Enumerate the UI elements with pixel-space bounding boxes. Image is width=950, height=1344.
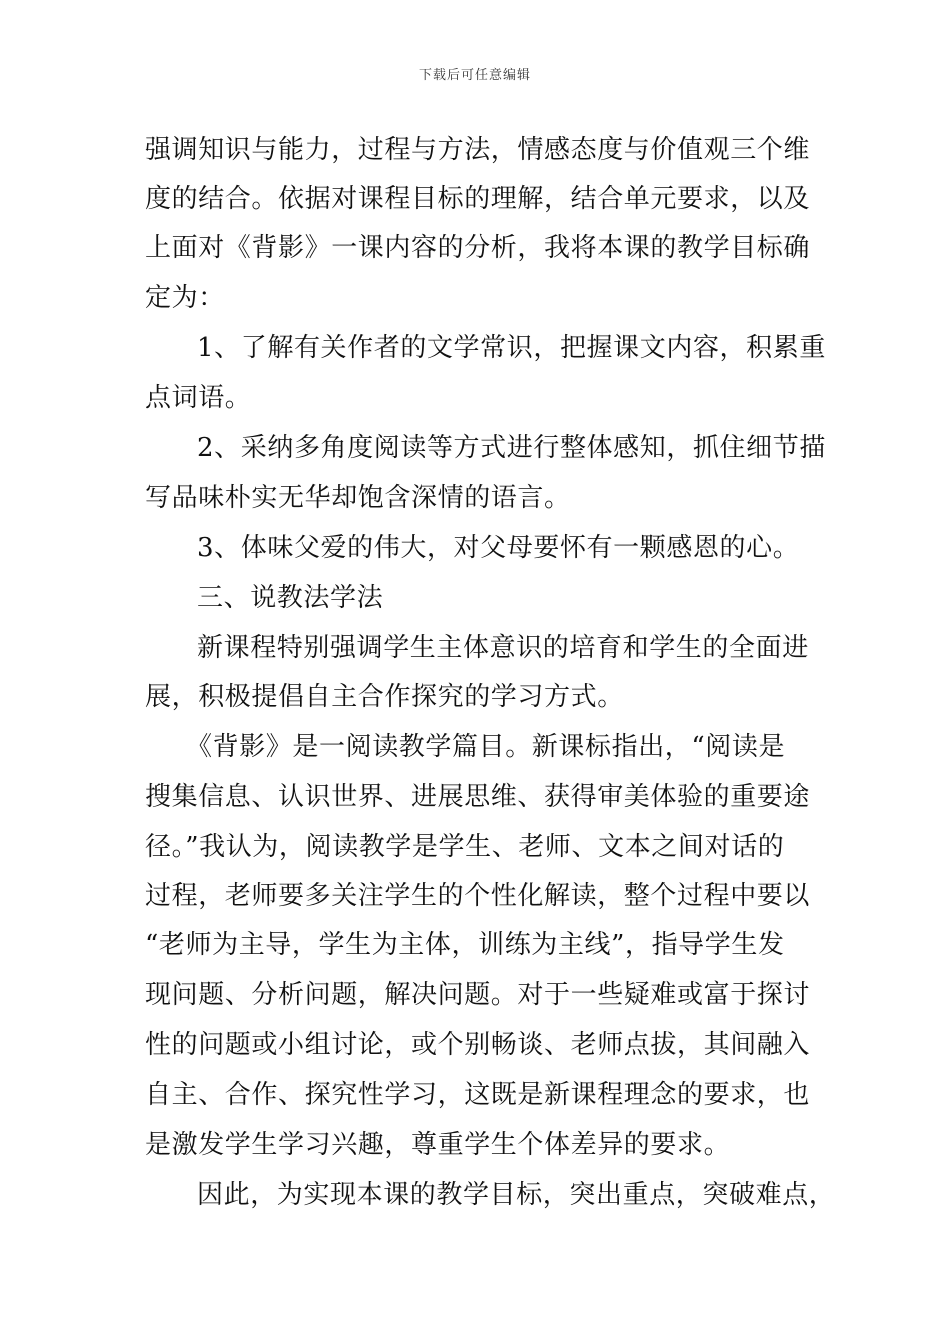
text-line-15: 径。”我认为，阅读教学是学生、老师、文本之间对话的 — [145, 832, 785, 862]
text-line-11: 新课程特别强调学生主体意识的培育和学生的全面进 — [197, 633, 809, 663]
text-line-13: 《背影》是一阅读教学篇目。新课标指出，“阅读是 — [186, 732, 786, 762]
text-line-22: 因此，为实现本课的教学目标，突出重点，突破难点， — [197, 1180, 836, 1210]
page-header: 下载后可任意编辑 — [418, 68, 531, 83]
text-line-1: 强调知识与能力，过程与方法，情感态度与价值观三个维 — [145, 135, 811, 165]
text-line-3: 上面对《背影》一课内容的分析，我将本课的教学目标确 — [145, 233, 811, 263]
text-line-18: 现问题、分析问题，解决问题。对于一些疑难或富于探讨 — [145, 980, 811, 1010]
list-item-1: 1、了解有关作者的文学常识，把握课文内容，积累重 — [197, 333, 826, 363]
text-line-14: 搜集信息、认识世界、进展思维、获得审美体验的重要途 — [145, 782, 811, 812]
text-line-2: 度的结合。依据对课程目标的理解，结合单元要求，以及 — [145, 184, 811, 214]
text-line-20: 自主、合作、探究性学习，这既是新课程理念的要求，也 — [145, 1080, 811, 1110]
text-line-16: 过程，老师要多关注学生的个性化解读，整个过程中要以 — [145, 881, 811, 911]
list-item-2: 2、采纳多角度阅读等方式进行整体感知，抓住细节描 — [197, 433, 826, 463]
text-line-4: 定为： — [145, 283, 225, 313]
list-item-3: 3、体味父爱的伟大，对父母要怀有一颗感恩的心。 — [197, 533, 800, 563]
list-item-2-cont: 写品味朴实无华却饱含深情的语言。 — [145, 483, 571, 513]
text-line-12: 展，积极提倡自主合作探究的学习方式。 — [145, 682, 624, 712]
text-line-21: 是激发学生学习兴趣，尊重学生个体差异的要求。 — [145, 1130, 731, 1160]
list-item-1-cont: 点词语。 — [145, 383, 252, 413]
text-line-17: “老师为主导，学生为主体，训练为主线”，指导学生发 — [145, 930, 785, 960]
section-heading: 三、说教法学法 — [197, 583, 384, 613]
text-line-19: 性的问题或小组讨论，或个别畅谈、老师点拔，其间融入 — [145, 1030, 811, 1060]
